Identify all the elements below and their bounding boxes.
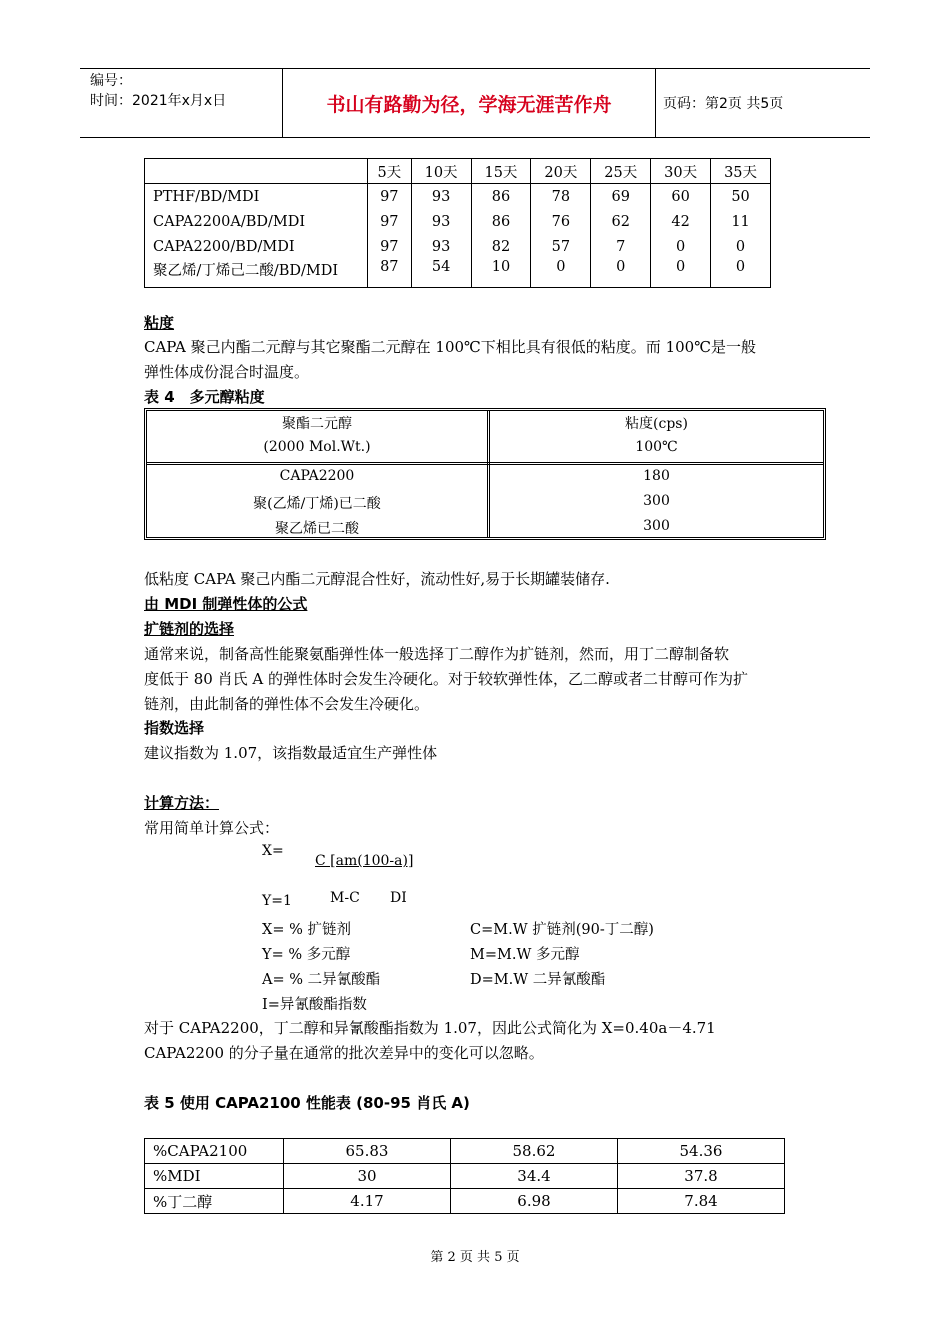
- calc-intro: 常用简单计算公式：: [144, 819, 280, 837]
- cell: 65.83: [284, 1139, 451, 1164]
- cell: 97: [368, 209, 412, 234]
- chain-para-1: 通常来说，制备高性能聚氨酯弹性体一般选择丁二醇作为扩链剂，然而，用丁二醇制备软: [144, 645, 730, 663]
- cell: 0: [531, 259, 591, 288]
- cell: 0: [591, 259, 651, 288]
- aging-col-header: 10天: [411, 159, 471, 184]
- cell: 86: [471, 184, 531, 210]
- cell: 0: [711, 259, 771, 288]
- cell: 30: [284, 1164, 451, 1189]
- table4-title: 表 4 多元醇粘度: [144, 388, 265, 406]
- capa2100-table: [144, 1138, 785, 1214]
- def-i: I=异氰酸酯指数: [262, 997, 367, 1013]
- table-row: [145, 1189, 785, 1214]
- cell: 10: [471, 259, 531, 288]
- cell: 86: [471, 209, 531, 234]
- cell: 42: [651, 209, 711, 234]
- header-page: 页码：第2页 共5页: [663, 96, 784, 112]
- cell: 62: [591, 209, 651, 234]
- cell: 4.17: [284, 1189, 451, 1214]
- viscosity-table-left-col: [147, 411, 487, 537]
- def-x: X= % 扩链剂: [262, 922, 351, 938]
- cell: 69: [591, 184, 651, 210]
- viscosity-heading: 粘度: [144, 314, 175, 332]
- index-heading: 指数选择: [144, 719, 205, 737]
- aging-table-header: [145, 159, 771, 184]
- def-m: M=M.W 多元醇: [470, 947, 580, 963]
- viscosity-table-right-col: [487, 411, 823, 537]
- header-meta: [80, 69, 282, 137]
- header-motto: 书山有路勤为径，学海无涯苦作舟: [282, 69, 656, 137]
- table5-title: 表 5 使用 CAPA2100 性能表 (80-95 肖氏 A): [144, 1094, 470, 1112]
- cell: 37.8: [618, 1164, 785, 1189]
- cell: 0: [651, 234, 711, 259]
- mdi-heading: 由 MDI 制弹性体的公式: [144, 595, 308, 613]
- low-visc-text: 低粘度 CAPA 聚己内酯二元醇混合性好，流动性好,易于长期罐装储存.: [144, 570, 610, 588]
- formula-numerator: C [am(100-a)]: [315, 853, 414, 869]
- table-row: [145, 234, 771, 259]
- cell: 6.98: [451, 1189, 618, 1214]
- table-row: [145, 209, 771, 234]
- t4-row-value: 300: [643, 493, 670, 509]
- chain-para-3: 链剂，由此制备的弹性体不会发生冷硬化。: [144, 695, 430, 713]
- aging-table-corner: [145, 159, 368, 184]
- page-footer: 第 2 页 共 5 页: [430, 1250, 520, 1265]
- cell: 93: [411, 184, 471, 210]
- def-a: A= % 二异氰酸酯: [262, 972, 381, 988]
- cell: 7.84: [618, 1189, 785, 1214]
- chain-para-2: 度低于 80 肖氏 A 的弹性体时会发生冷硬化。对于较软弹性体，乙二醇或者二甘醇可作为扩: [144, 670, 748, 688]
- aging-col-header: 35天: [711, 159, 771, 184]
- t4-row-name: 聚乙烯已二酸: [275, 521, 359, 537]
- molecular-weight-note: CAPA2200 的分子量在通常的批次差异中的变化可以忽略。: [144, 1044, 544, 1062]
- cell: 60: [651, 184, 711, 210]
- cell: 78: [531, 184, 591, 210]
- calc-heading: 计算方法：: [144, 794, 220, 812]
- chain-heading: 扩链剂的选择: [144, 620, 235, 638]
- simplified-formula-text: 对于 CAPA2200，丁二醇和异氰酸酯指数为 1.07，因此公式简化为 X=0.40a－4.71: [144, 1019, 716, 1037]
- t4-row-name: CAPA2200: [279, 468, 355, 484]
- row-name: %MDI: [145, 1164, 284, 1189]
- t4-row-name: 聚(乙烯/丁烯)已二酸: [253, 496, 381, 512]
- cell: 54.36: [618, 1139, 785, 1164]
- cell: 93: [411, 209, 471, 234]
- cell: 54: [411, 259, 471, 288]
- cell: 11: [711, 209, 771, 234]
- viscosity-table: [144, 408, 826, 540]
- aging-col-header: 15天: [471, 159, 531, 184]
- cell: 82: [471, 234, 531, 259]
- cell: 50: [711, 184, 771, 210]
- row-name: PTHF/BD/MDI: [145, 184, 368, 210]
- header-code: 编号：: [90, 73, 132, 89]
- formula-x: X=: [262, 843, 284, 859]
- index-text: 建议指数为 1.07，该指数最适宜生产弹性体: [144, 744, 438, 762]
- formula-denom-di: DI: [390, 890, 407, 906]
- cell: 87: [368, 259, 412, 288]
- t4-header-right-1: 粘度(cps): [625, 416, 688, 432]
- cell: 0: [711, 234, 771, 259]
- page-header: [80, 68, 870, 138]
- table-row: [145, 184, 771, 210]
- row-name: CAPA2200A/BD/MDI: [145, 209, 368, 234]
- cell: 76: [531, 209, 591, 234]
- t4-header-left-1: 聚酯二元醇: [282, 416, 352, 432]
- aging-col-header: 25天: [591, 159, 651, 184]
- table-row: [145, 1164, 785, 1189]
- table-row: [145, 259, 771, 288]
- cell: 58.62: [451, 1139, 618, 1164]
- viscosity-para-1: CAPA 聚己内酯二元醇与其它聚酯二元醇在 100℃下相比具有很低的粘度。而 100℃是一般: [144, 338, 756, 356]
- t4-row-value: 180: [643, 468, 670, 484]
- aging-col-header: 5天: [368, 159, 412, 184]
- row-name: 聚乙烯/丁烯己二酸/BD/MDI: [145, 259, 368, 288]
- viscosity-para-2: 弹性体成份混合时温度。: [144, 363, 310, 381]
- cell: 57: [531, 234, 591, 259]
- aging-col-header: 30天: [651, 159, 711, 184]
- t4-header-left-2: (2000 Mol.Wt.): [263, 439, 371, 455]
- aging-col-header: 20天: [531, 159, 591, 184]
- aging-table: [144, 158, 771, 288]
- cell: 7: [591, 234, 651, 259]
- formula-y: Y=1: [262, 893, 292, 909]
- t4-row-value: 300: [643, 518, 670, 534]
- row-name: CAPA2200/BD/MDI: [145, 234, 368, 259]
- cell: 97: [368, 234, 412, 259]
- def-y: Y= % 多元醇: [262, 947, 351, 963]
- cell: 0: [651, 259, 711, 288]
- cell: 34.4: [451, 1164, 618, 1189]
- table-row: [145, 1139, 785, 1164]
- formula-denom-mc: M-C: [330, 890, 360, 906]
- t4-header-right-2: 100℃: [635, 439, 678, 455]
- def-d: D=M.W 二异氰酸酯: [470, 972, 606, 988]
- t4-divider: [147, 462, 823, 465]
- cell: 97: [368, 184, 412, 210]
- def-c: C=M.W 扩链剂(90-丁二醇): [470, 922, 654, 938]
- cell: 93: [411, 234, 471, 259]
- row-name: %CAPA2100: [145, 1139, 284, 1164]
- header-time: 时间：2021年x月x日: [90, 93, 227, 109]
- row-name: %丁二醇: [145, 1189, 284, 1214]
